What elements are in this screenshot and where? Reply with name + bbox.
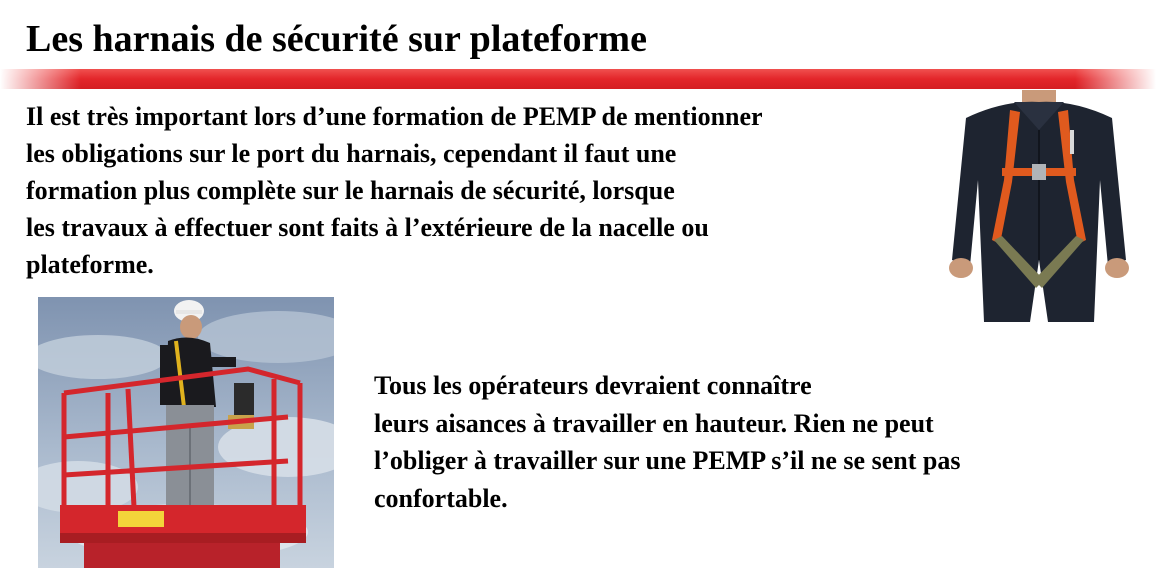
- note-line: l’obliger à travailler sur une PEMP s’il ne se sent pas: [374, 446, 961, 475]
- intro-line: les obligations sur le port du harnais, cependant il faut une: [26, 139, 677, 168]
- note-line: Tous les opérateurs devraient connaître: [374, 371, 812, 400]
- harness-worker-photo: [944, 90, 1134, 322]
- intro-line: plateforme.: [26, 250, 154, 279]
- slide-title: Les harnais de sécurité sur plateforme: [26, 18, 647, 60]
- aerial-platform-photo: [38, 297, 334, 568]
- intro-paragraph: [26, 98, 926, 283]
- title-bar-fade: [0, 69, 1156, 89]
- intro-line: formation plus complète sur le harnais de sécurité, lorsque: [26, 176, 675, 205]
- title-divider-bar: [0, 69, 1156, 89]
- intro-line: les travaux à effectuer sont faits à l’extérieure de la nacelle ou: [26, 213, 709, 242]
- note-line: leurs aisances à travailler en hauteur. Rien ne peut: [374, 408, 934, 438]
- note-paragraph: [374, 367, 1094, 517]
- note-line: confortable.: [374, 483, 508, 513]
- intro-line: Il est très important lors d’une formation de PEMP de mentionner: [26, 102, 763, 131]
